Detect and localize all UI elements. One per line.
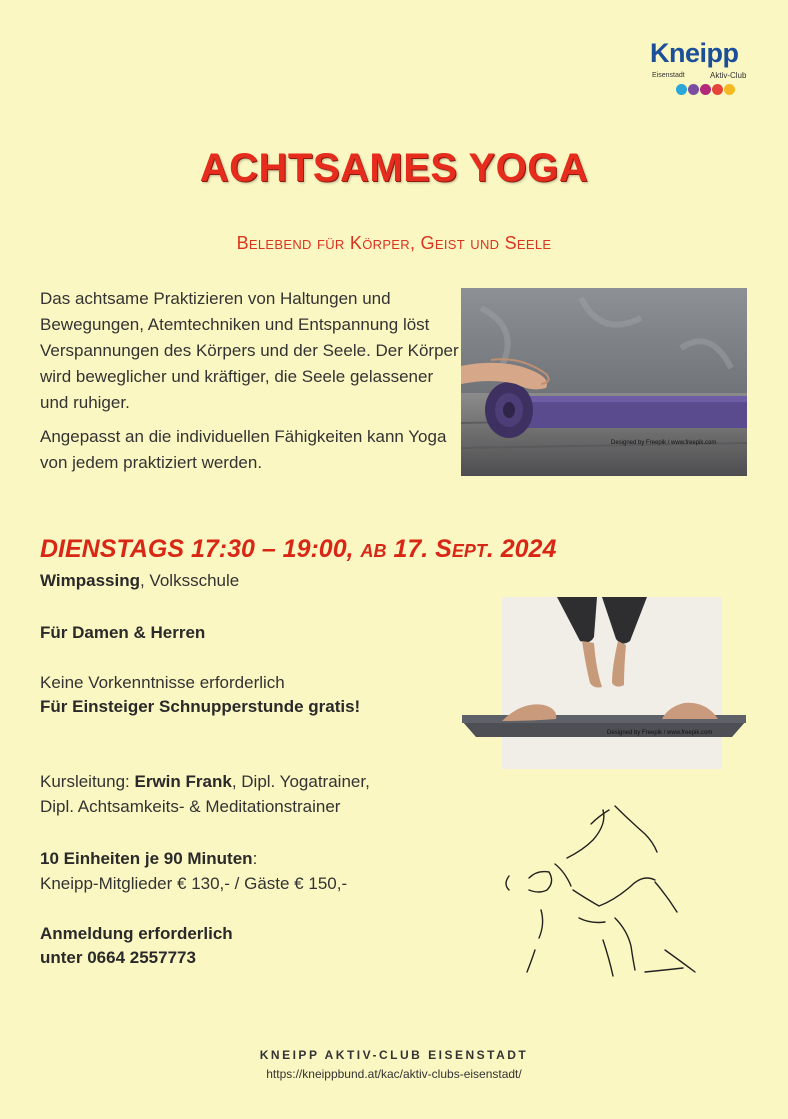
pricing-colon: : [252, 849, 258, 868]
location-venue: , Volksschule [139, 571, 240, 590]
logo-dot [712, 84, 723, 95]
footer-club-name: KNEIPP AKTIV-CLUB EISENSTADT [259, 1048, 529, 1062]
instructor-suffix: , Dipl. Yogatrainer, [231, 772, 370, 791]
intro-text [40, 286, 460, 476]
logo-dot [688, 84, 699, 95]
intro-paragraph-1: Das achtsame Praktizieren von Haltungen und Bewegungen, Atemtechniken und Entspannung löst Verspannungen des Körpers und der Seele. Der Körper wird beweglicher und kräftiger, die Seele gelassener und ruhiger. [40, 289, 459, 412]
schedule-start: ab 17. Sept. 2024 [360, 535, 557, 563]
schedule-heading [40, 535, 556, 564]
logo-dot [700, 84, 711, 95]
yoga-line-art [495, 800, 725, 990]
instructor-name: Erwin Frank [134, 772, 232, 791]
photo-credit-1: Designed by Freepik / www.freepik.com [611, 440, 717, 446]
intro-paragraph-2: Angepasst an die individuellen Fähigkeiten kann Yoga von jedem praktiziert werden. [40, 427, 447, 472]
schedule-days-time: DIENSTAGS 17:30 – 19:00, [40, 535, 354, 563]
yoga-mat-photo [461, 288, 747, 476]
audience-text: Für Damen & Herren [40, 623, 206, 642]
logo-dot [724, 84, 735, 95]
photo-credit-2: Designed by Freepik / www.freepik.com [607, 730, 713, 736]
pricing-units-text: 10 Einheiten je 90 Minuten [40, 849, 253, 868]
logo-dot [676, 84, 687, 95]
logo-club: Aktiv-Club [710, 71, 747, 80]
instructor-line-1 [40, 772, 370, 792]
registration-line-1 [40, 924, 233, 944]
requirements-line-1: Keine Vorkenntnisse erforderlich [40, 673, 285, 692]
hands-on-mat-photo [462, 597, 746, 769]
logo-dots [676, 82, 736, 100]
kneipp-logo [640, 38, 760, 100]
pricing-units [40, 849, 257, 869]
logo-city: Eisenstadt [652, 72, 685, 79]
audience [40, 623, 205, 643]
logo-brand: Kneipp [650, 38, 739, 68]
requirements-line-2 [40, 697, 360, 717]
instructor-prefix: Kursleitung: [40, 772, 135, 791]
location-place: Wimpassing [40, 571, 140, 590]
location [40, 571, 239, 591]
registration-text: Anmeldung erforderlich [40, 924, 233, 943]
registration-line-2 [40, 948, 196, 968]
pricing-prices: Kneipp-Mitglieder € 130,- / Gäste € 150,- [40, 874, 348, 893]
footer-url[interactable]: https://kneippbund.at/kac/aktiv-clubs-eisenstadt/ [266, 1067, 522, 1081]
page-subtitle: Belebend für Körper, Geist und Seele [236, 233, 552, 253]
page-title: ACHTSAMES YOGA [199, 146, 589, 190]
registration-phone: unter 0664 2557773 [40, 948, 196, 967]
trial-lesson-text: Für Einsteiger Schnupperstunde gratis! [40, 697, 361, 716]
instructor-line-2: Dipl. Achtsamkeits- & Meditationstrainer [40, 797, 341, 816]
